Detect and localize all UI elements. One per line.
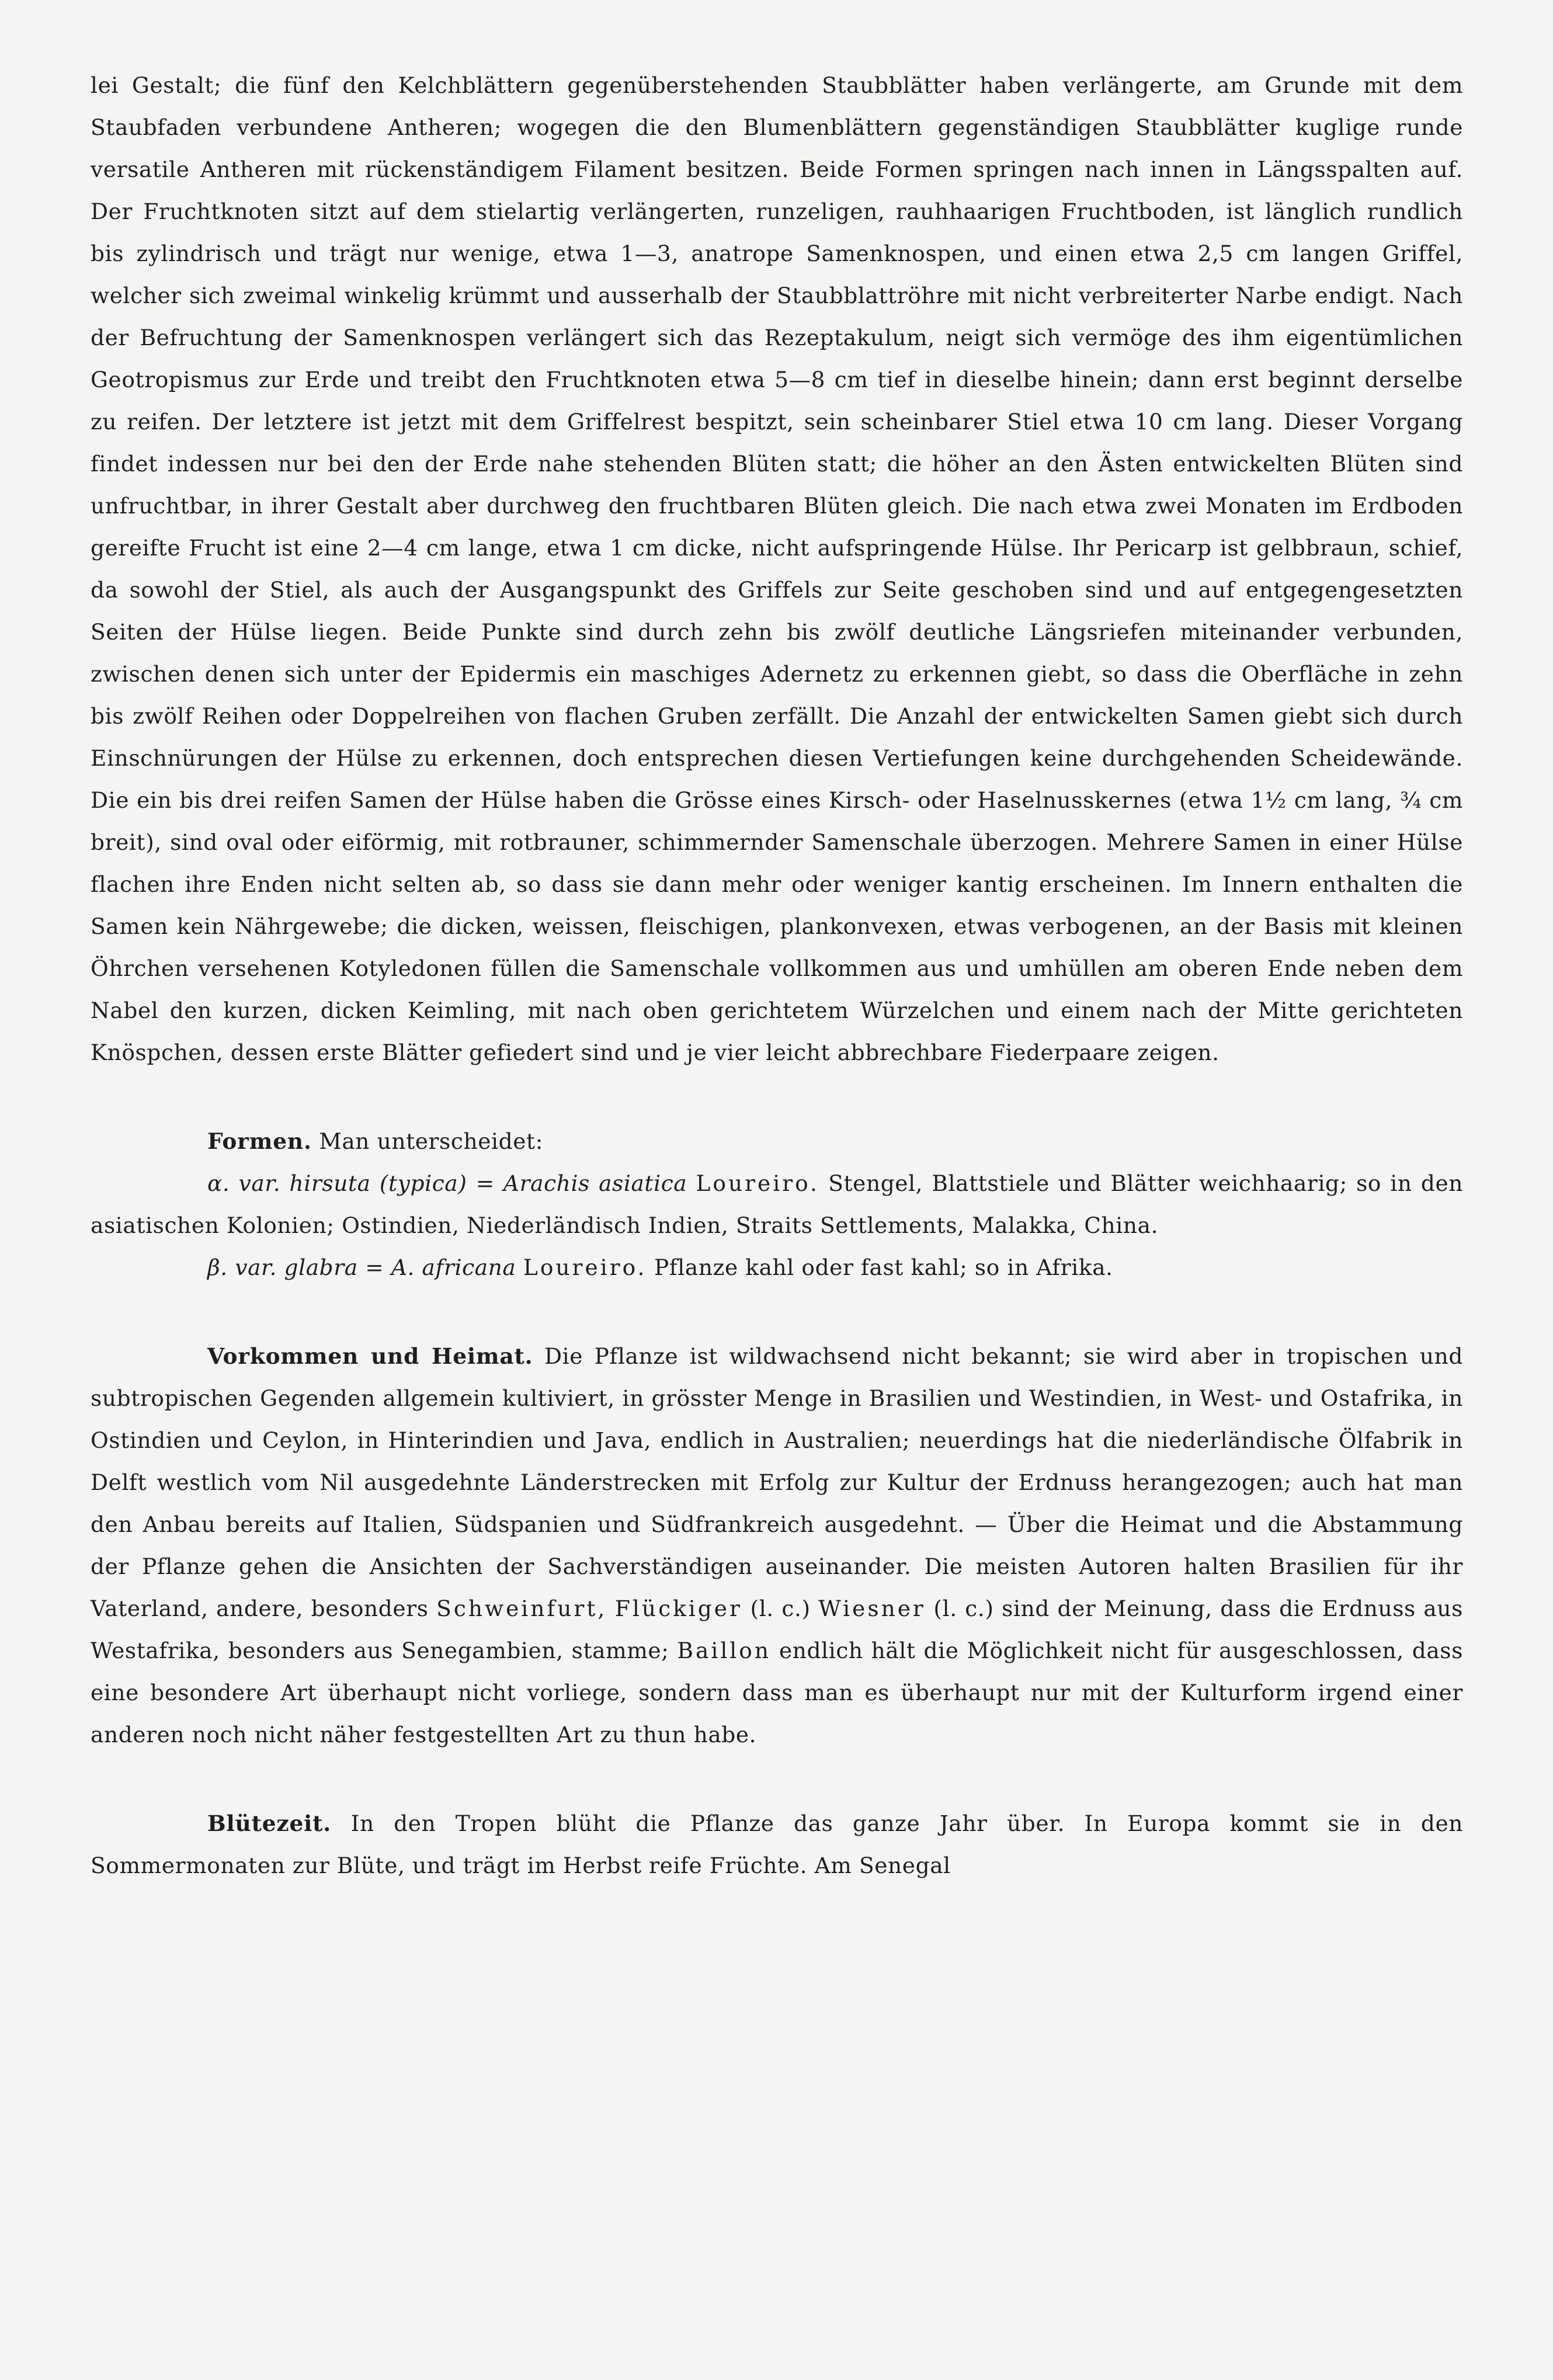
- formen-heading: Formen.: [207, 1128, 312, 1154]
- author-baillon: Baillon: [677, 1638, 772, 1663]
- formen-section: [91, 1120, 1463, 1162]
- bluetezeit-section: [91, 1802, 1463, 1886]
- variety-beta: [91, 1246, 1463, 1288]
- bluetezeit-heading: Blütezeit.: [207, 1811, 332, 1836]
- variety-beta-author: Loureiro.: [523, 1255, 647, 1280]
- vorkommen-text-4: endlich hält die Möglichkeit nicht für ausgeschlossen, dass eine besondere Art überhaupt nicht vorliege, sondern dass man es überhaupt nur mit der Kulturform irgend einer anderen noch nicht näher festgestellten Art zu thun habe.: [91, 1638, 1463, 1747]
- author-flueckiger: Flückiger: [614, 1596, 742, 1621]
- body-paragraph-description: [91, 64, 1463, 1073]
- variety-alpha-name: hirsuta (typica) = Arachis asiatica: [289, 1170, 687, 1196]
- spacer: [91, 1073, 1463, 1120]
- spacer: [91, 1756, 1463, 1802]
- variety-beta-name: glabra = A. africana: [284, 1255, 516, 1280]
- formen-text: Man unterscheidet:: [319, 1128, 543, 1154]
- vorkommen-text-3: (l. c.) sind der Meinung, dass die Erdnuss aus Westafrika, besonders aus Senegambien, stamme;: [91, 1596, 1463, 1663]
- variety-beta-marker: β. var.: [207, 1255, 277, 1280]
- variety-alpha-text: Stengel, Blattstiele und Blätter weichhaarig; so in den asiatischen Kolonien; Ostindien, Niederländisch Indien, Straits Settlements, Malakka, China.: [91, 1170, 1463, 1238]
- variety-alpha: [91, 1162, 1463, 1246]
- variety-alpha-marker: α. var.: [207, 1170, 281, 1196]
- vorkommen-section: [91, 1335, 1463, 1756]
- author-schweinfurt: Schweinfurt,: [436, 1596, 607, 1621]
- bluetezeit-text: In den Tropen blüht die Pflanze das ganze Jahr über. In Europa kommt sie in den Sommermonaten zur Blüte, und trägt im Herbst reife Früchte. Am Senegal: [91, 1811, 1463, 1878]
- variety-alpha-author: Loureiro.: [696, 1170, 819, 1196]
- vorkommen-text-2: (l. c.): [750, 1596, 811, 1621]
- document-page: [91, 64, 1463, 2342]
- spacer: [91, 1288, 1463, 1335]
- vorkommen-heading: Vorkommen und Heimat.: [207, 1343, 533, 1369]
- author-wiesner: Wiesner: [818, 1596, 926, 1621]
- paragraph-text: lei Gestalt; die fünf den Kelchblättern gegenüberstehenden Staubblätter haben verlängerte, am Grunde mit dem Staubfaden verbundene Antheren; wogegen die den Blumenblättern gegenständigen Staubblätter kuglige runde versatile Antheren mit rückenständigem Filament besitzen. Beide Formen springen nach innen in Längsspalten auf. Der Fruchtknoten sitzt auf dem stielartig verlängerten, runzeligen, rauhhaarigen Fruchtboden, ist länglich rundlich bis zylindrisch und trägt nur wenige, etwa 1—3, anatrope Samenknospen, und einen etwa 2,5 cm langen Griffel, welcher sich zweimal winkelig krümmt und ausserhalb der Staubblattröhre mit nicht verbreiterter Narbe endigt. Nach der Befruchtung der Samenknospen verlängert sich das Rezeptakulum, neigt sich vermöge des ihm eigentümlichen Geotropismus zur Erde und treibt den Fruchtknoten etwa 5—8 cm tief in dieselbe hinein; dann erst beginnt derselbe zu reifen. Der letztere ist jetzt mit dem Griffelrest bespitzt, sein scheinbarer Stiel etwa 10 cm lang. Dieser Vorgang findet indessen nur bei den der Erde nahe stehenden Blüten statt; die höher an den Ästen entwickelten Blüten sind unfruchtbar, in ihrer Gestalt aber durchweg den fruchtbaren Blüten gleich. Die nach etwa zwei Monaten im Erdboden gereifte Frucht ist eine 2—4 cm lange, etwa 1 cm dicke, nicht aufspringende Hülse. Ihr Pericarp ist gelbbraun, schief, da sowohl der Stiel, als auch der Ausgangspunkt des Griffels zur Seite geschoben sind und auf entgegengesetzten Seiten der Hülse liegen. Beide Punkte sind durch zehn bis zwölf deutliche Längsriefen miteinander verbunden, zwischen denen sich unter der Epidermis ein maschiges Adernetz zu erkennen giebt, so dass die Oberfläche in zehn bis zwölf Reihen oder Doppelreihen von flachen Gruben zerfällt. Die Anzahl der entwickelten Samen giebt sich durch Einschnürungen der Hülse zu erkennen, doch entsprechen diesen Vertiefungen keine durchgehenden Scheidewände. Die ein bis drei reifen Samen der Hülse haben die Grösse eines Kirsch- oder Haselnusskernes (etwa 1½ cm lang, ¾ cm breit), sind oval oder eiförmig, mit rotbrauner, schimmernder Samenschale überzogen. Mehrere Samen in einer Hülse flachen ihre Enden nicht selten ab, so dass sie dann mehr oder weniger kantig erscheinen. Im Innern enthalten die Samen kein Nährgewebe; die dicken, weissen, fleischigen, plankonvexen, etwas verbogenen, an der Basis mit kleinen Öhrchen versehenen Kotyledonen füllen die Samenschale vollkommen aus und umhüllen am oberen Ende neben dem Nabel den kurzen, dicken Keimling, mit nach oben gerichtetem Würzelchen und einem nach der Mitte gerichteten Knöspchen, dessen erste Blätter gefiedert sind und je vier leicht abbrechbare Fiederpaare zeigen.: [91, 72, 1463, 1065]
- vorkommen-text: Die Pflanze ist wildwachsend nicht bekannt; sie wird aber in tropischen und subtropischen Gegenden allgemein kultiviert, in grösster Menge in Brasilien und Westindien, in West- und Ostafrika, in Ostindien und Ceylon, in Hinterindien und Java, endlich in Australien; neuerdings hat die niederländische Ölfabrik in Delft westlich vom Nil ausgedehnte Länderstrecken mit Erfolg zur Kultur der Erdnuss herangezogen; auch hat man den Anbau bereits auf Italien, Südspanien und Südfrankreich ausgedehnt. — Über die Heimat und die Abstammung der Pflanze gehen die Ansichten der Sachverständigen auseinander. Die meisten Autoren halten Brasilien für ihr Vaterland, andere, besonders: [91, 1343, 1463, 1621]
- variety-beta-text: Pflanze kahl oder fast kahl; so in Afrika.: [654, 1255, 1113, 1280]
